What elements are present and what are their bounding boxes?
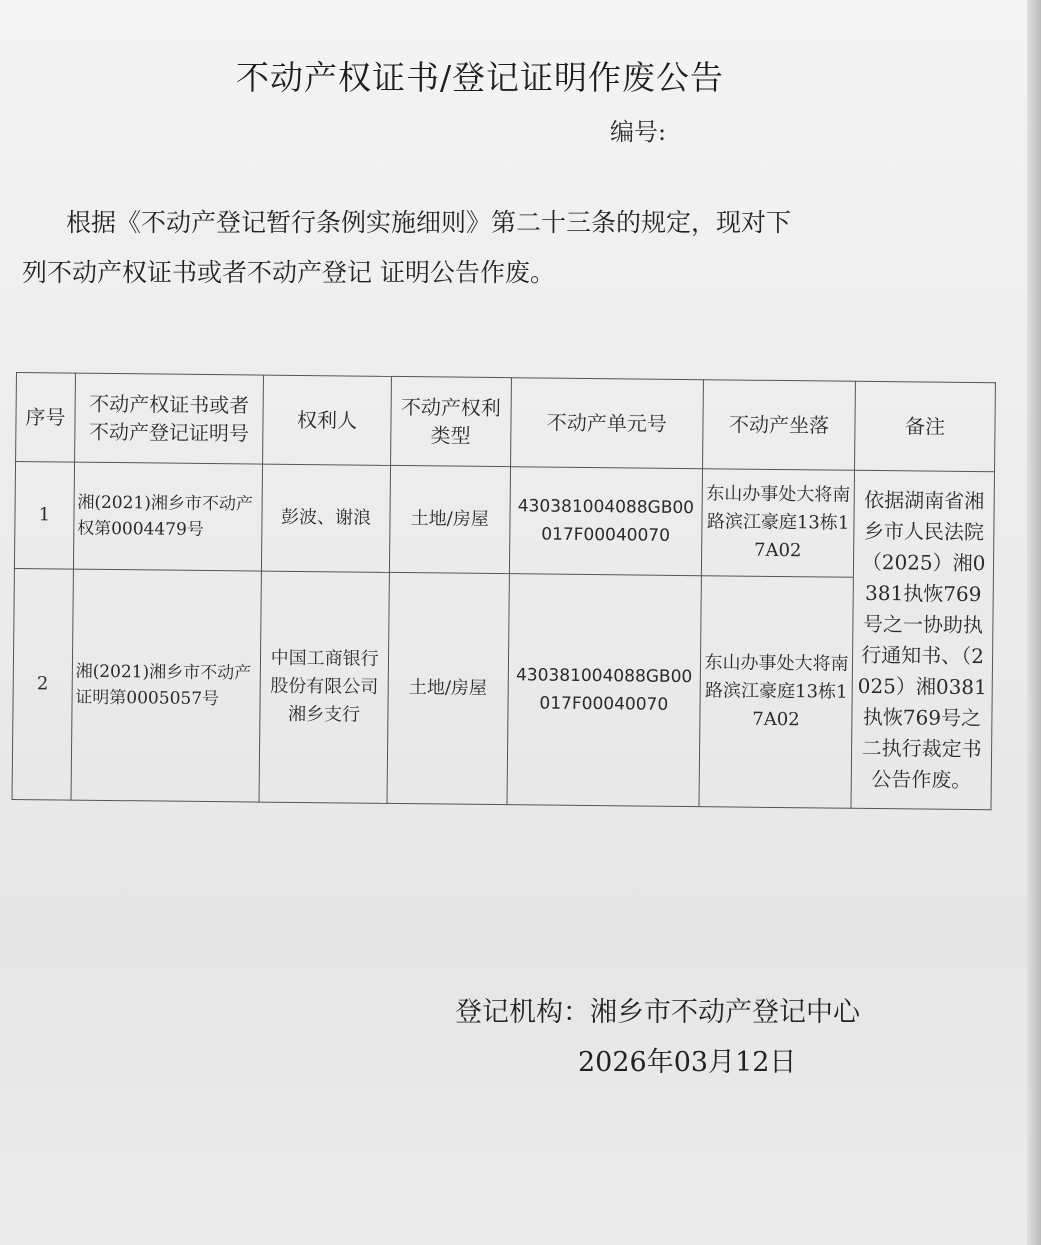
cell-right-type: 土地/房屋: [387, 572, 509, 804]
table-header-row: [16, 373, 996, 472]
cell-unit-no: 430381004088GB00017F00040070: [509, 467, 703, 576]
intro-paragraph: [22, 198, 942, 298]
header-seq: 序号: [16, 373, 76, 463]
cell-holder: 彭波、谢浪: [262, 464, 391, 572]
table-row: [14, 462, 994, 579]
cell-remark: 依据湖南省湘乡市人民法院（2025）湘0381执恢769号之一协助执行通知书、（2025）湘0381执恢769号之二执行裁定书公告作废。: [851, 470, 994, 809]
cell-cert-no: 湘(2021)湘乡市不动产权第0004479号: [73, 462, 263, 571]
header-unit-no: 不动产单元号: [510, 378, 703, 469]
header-holder: 权利人: [263, 375, 392, 465]
header-right-type: 不动产权利类型: [390, 376, 511, 466]
document-title: 不动产权证书/登记证明作废公告: [235, 58, 725, 97]
header-remark: 备注: [855, 381, 996, 471]
cell-location: 东山办事处大将南路滨江豪庭13栋17A02: [701, 469, 854, 578]
table-row: [12, 568, 993, 809]
document-number-label: 编号:: [610, 118, 667, 146]
intro-line-1: 根据《不动产登记暂行条例实施细则》第二十三条的规定，现对下: [66, 208, 792, 237]
issue-date: 2026年03月12日: [578, 1047, 797, 1078]
page-edge-shadow: [1027, 0, 1041, 1245]
header-cert-no: 不动产权证书或者 不动产登记证明号: [74, 373, 263, 464]
registration-authority: 登记机构：湘乡市不动产登记中心: [455, 997, 860, 1028]
cell-right-type: 土地/房屋: [389, 465, 510, 573]
void-certificate-table: [12, 372, 996, 810]
cell-location: 东山办事处大将南路滨江豪庭13栋17A02: [699, 576, 853, 809]
cell-holder: 中国工商银行股份有限公司湘乡支行: [259, 571, 389, 803]
cell-seq: 2: [12, 568, 73, 800]
cell-seq: 1: [14, 462, 74, 570]
cell-unit-no: 430381004088GB00017F00040070: [507, 574, 702, 807]
header-location: 不动产坐落: [703, 380, 856, 471]
intro-line-2: 列不动产权证书或者不动产登记 证明公告作废。: [22, 258, 555, 287]
cell-cert-no: 湘(2021)湘乡市不动产证明第0005057号: [71, 569, 262, 802]
